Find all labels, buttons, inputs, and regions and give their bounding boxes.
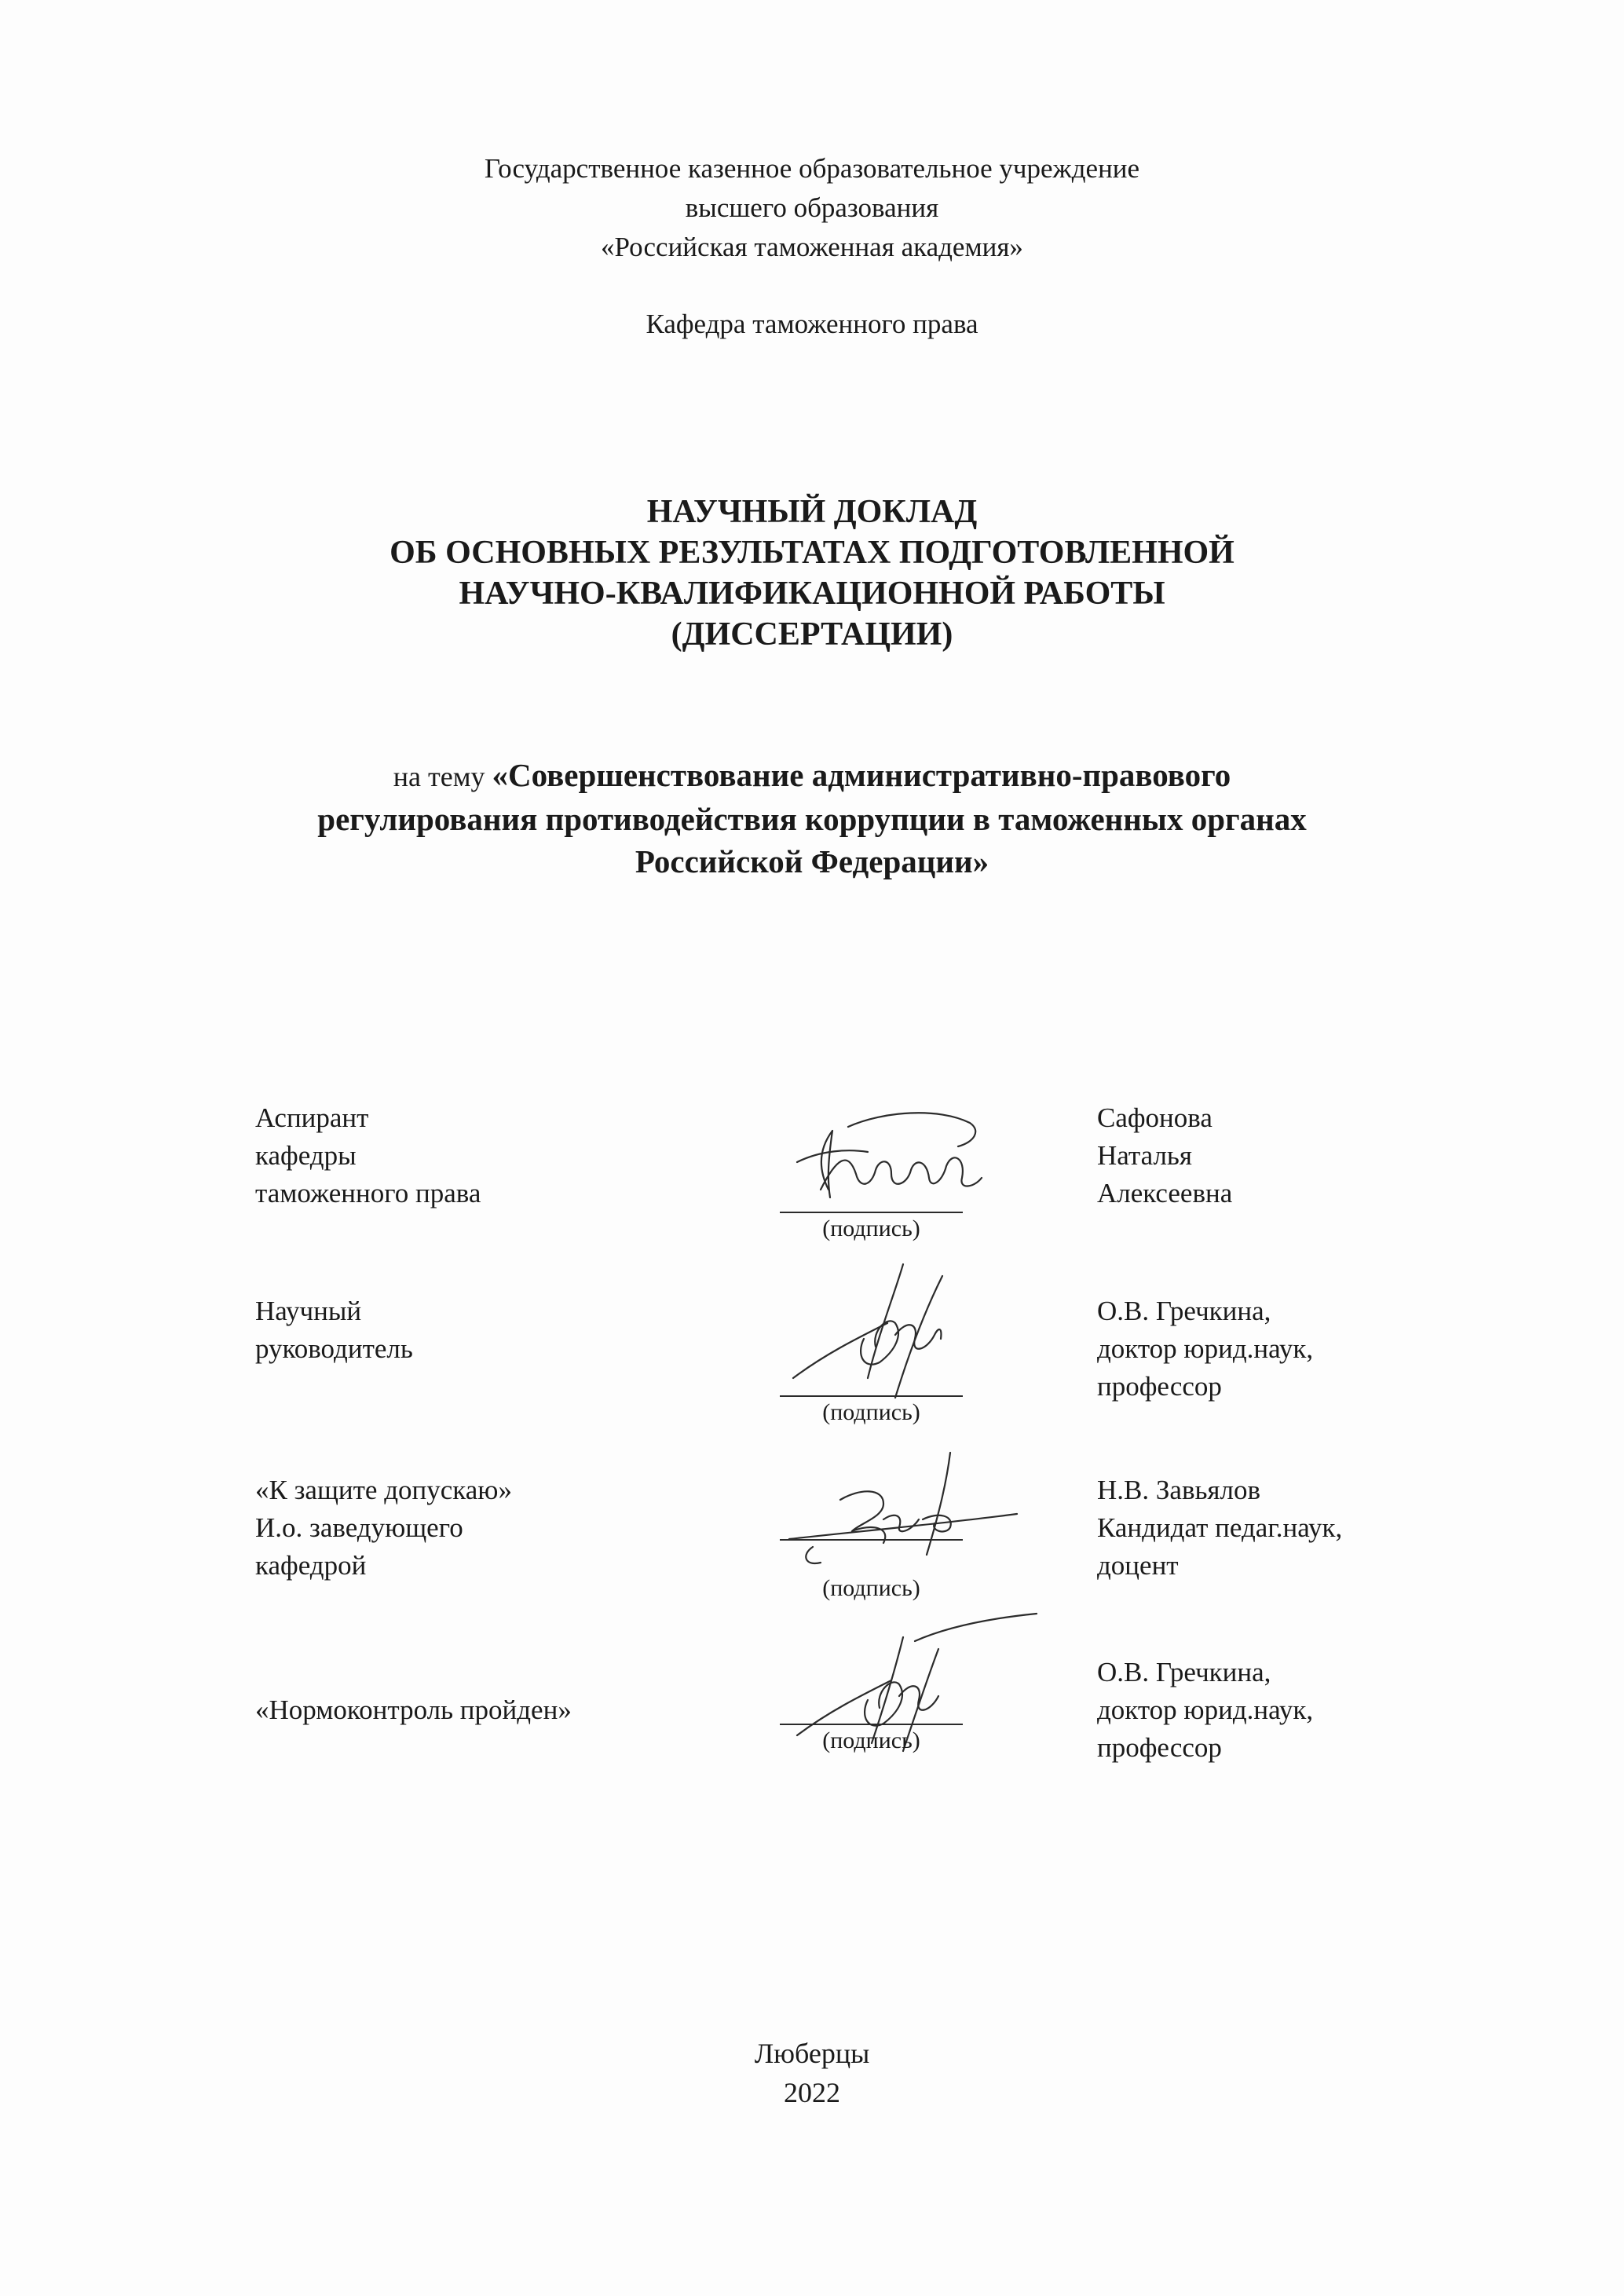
name-line: Сафонова — [1097, 1102, 1213, 1133]
signature-line — [780, 1395, 963, 1397]
role-line: кафедры — [255, 1140, 357, 1171]
institution-line: Государственное казенное образовательное учреждение — [484, 153, 1140, 184]
title-line: (ДИССЕРТАЦИИ) — [671, 616, 953, 653]
city: Люберцы — [754, 2038, 870, 2069]
signatory-name — [1097, 1654, 1313, 1767]
role-line: руководитель — [255, 1333, 413, 1364]
name-line: Алексеевна — [1097, 1178, 1233, 1208]
name-line: профессор — [1097, 1371, 1222, 1402]
name-line: доктор юрид.наук, — [1097, 1695, 1314, 1725]
handwritten-signature — [774, 1103, 1009, 1221]
department-line: Кафедра таможенного права — [646, 309, 978, 339]
name-line: Н.В. Завьялов — [1097, 1475, 1261, 1505]
handwritten-signature — [777, 1260, 982, 1417]
role-line: Научный — [255, 1296, 362, 1326]
signatory-role — [255, 1691, 572, 1729]
signatory-role — [255, 1099, 481, 1212]
signature-caption: (подпись) — [822, 1727, 920, 1753]
institution-name — [0, 149, 1624, 267]
signatory-name — [1097, 1292, 1313, 1406]
signature-line — [780, 1539, 963, 1541]
signature-line — [780, 1724, 963, 1725]
topic-prefix: на тему — [393, 761, 492, 792]
signature-caption: (подпись) — [822, 1399, 920, 1425]
role-line: И.о. заведующего — [255, 1512, 463, 1543]
role-line: «Нормоконтроль пройден» — [255, 1695, 572, 1725]
name-line: профессор — [1097, 1732, 1222, 1763]
title-line: НАУЧНЫЙ ДОКЛАД — [646, 494, 978, 530]
report-title — [0, 492, 1624, 655]
name-line: Кандидат педаг.наук, — [1097, 1512, 1343, 1543]
role-line: таможенного права — [255, 1178, 481, 1208]
name-line: О.В. Гречкина, — [1097, 1296, 1271, 1326]
role-line: Аспирант — [255, 1102, 369, 1133]
report-topic — [0, 754, 1624, 883]
signature-caption: (подпись) — [822, 1575, 920, 1601]
topic-line — [0, 754, 1624, 798]
name-line: доцент — [1097, 1550, 1179, 1581]
department-name — [0, 305, 1624, 344]
title-line: ОБ ОСНОВНЫХ РЕЗУЛЬТАТАХ ПОДГОТОВЛЕННОЙ — [390, 535, 1234, 571]
signatory-name — [1097, 1099, 1232, 1212]
institution-line: высшего образования — [685, 192, 939, 223]
footer — [0, 2034, 1624, 2112]
institution-line: «Российская таможенная академия» — [601, 232, 1023, 262]
name-line: доктор юрид.наук, — [1097, 1333, 1314, 1364]
name-line: О.В. Гречкина, — [1097, 1657, 1271, 1687]
topic-line: Российской Федерации» — [635, 843, 989, 879]
handwritten-signature — [766, 1445, 1033, 1578]
role-line: «К защите допускаю» — [255, 1475, 512, 1505]
signatory-name — [1097, 1472, 1342, 1585]
title-line: НАУЧНО-КВАЛИФИКАЦИОННОЙ РАБОТЫ — [459, 576, 1165, 612]
signature-line — [780, 1212, 963, 1213]
signature-caption: (подпись) — [822, 1216, 920, 1241]
signatory-role — [255, 1292, 413, 1368]
role-line: кафедрой — [255, 1550, 367, 1581]
topic-line: регулирования противодействия коррупции в таможенных органах — [317, 801, 1307, 837]
year: 2022 — [784, 2077, 840, 2108]
topic-text: «Совершенствование административно-правового — [492, 757, 1231, 793]
name-line: Наталья — [1097, 1140, 1192, 1171]
signatory-role — [255, 1472, 512, 1585]
